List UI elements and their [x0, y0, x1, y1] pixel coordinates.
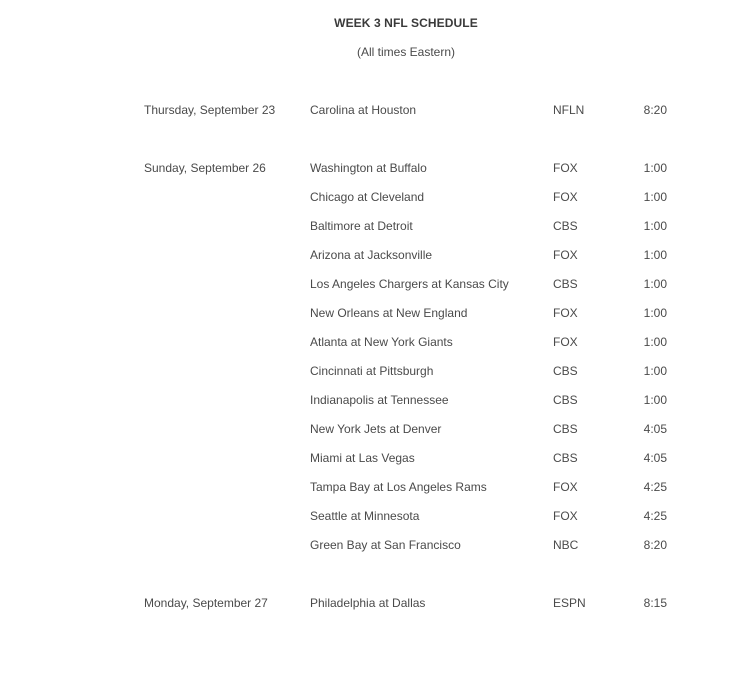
game-time: 4:25 [643, 509, 667, 523]
game-time: 8:20 [643, 103, 667, 117]
game-row [144, 386, 684, 415]
timezone-note: (All times Eastern) [356, 45, 456, 59]
game-network: FOX [553, 335, 578, 349]
game-time: 1:00 [643, 219, 667, 233]
game-time: 8:20 [643, 538, 667, 552]
game-matchup: Atlanta at New York Giants [310, 335, 453, 349]
game-row [144, 357, 684, 386]
game-matchup: Miami at Las Vegas [310, 451, 415, 465]
game-row [144, 444, 684, 473]
game-network: CBS [553, 393, 578, 407]
game-time: 1:00 [643, 161, 667, 175]
game-network: FOX [553, 480, 578, 494]
game-time: 4:05 [643, 422, 667, 436]
day-block [144, 589, 684, 618]
game-network: FOX [553, 248, 578, 262]
schedule-table [144, 96, 684, 647]
game-time: 4:05 [643, 451, 667, 465]
game-network: NBC [553, 538, 579, 552]
game-matchup: Washington at Buffalo [310, 161, 427, 175]
game-row [144, 154, 684, 183]
game-matchup: New Orleans at New England [310, 306, 468, 320]
game-time: 1:00 [643, 335, 667, 349]
day-block [144, 96, 684, 125]
game-network: FOX [553, 190, 578, 204]
game-matchup: Indianapolis at Tennessee [310, 393, 449, 407]
game-matchup: Baltimore at Detroit [310, 219, 413, 233]
game-matchup: Chicago at Cleveland [310, 190, 425, 204]
game-network: FOX [553, 509, 578, 523]
game-matchup: Philadelphia at Dallas [310, 596, 426, 610]
game-row [144, 589, 684, 618]
game-matchup: Arizona at Jacksonville [310, 248, 433, 262]
game-row [144, 473, 684, 502]
game-row [144, 270, 684, 299]
game-time: 1:00 [643, 190, 667, 204]
game-matchup: Cincinnati at Pittsburgh [310, 364, 434, 378]
game-network: CBS [553, 451, 578, 465]
game-network: CBS [553, 422, 578, 436]
game-matchup: Tampa Bay at Los Angeles Rams [310, 480, 487, 494]
game-network: NFLN [553, 103, 585, 117]
game-date: Sunday, September 26 [144, 161, 266, 175]
game-network: CBS [553, 364, 578, 378]
game-matchup: Seattle at Minnesota [310, 509, 420, 523]
game-network: FOX [553, 306, 578, 320]
game-time: 8:15 [643, 596, 667, 610]
game-row [144, 241, 684, 270]
page-title: WEEK 3 NFL SCHEDULE [334, 16, 478, 30]
game-time: 1:00 [643, 248, 667, 262]
game-time: 1:00 [643, 393, 667, 407]
game-row [144, 183, 684, 212]
game-time: 1:00 [643, 306, 667, 320]
game-row [144, 415, 684, 444]
game-matchup: Los Angeles Chargers at Kansas City [310, 277, 509, 291]
game-network: ESPN [553, 596, 586, 610]
game-row [144, 328, 684, 357]
game-time: 1:00 [643, 277, 667, 291]
game-date: Thursday, September 23 [144, 103, 276, 117]
game-row [144, 96, 684, 125]
game-row [144, 531, 684, 560]
day-block [144, 154, 684, 560]
game-date: Monday, September 27 [144, 596, 268, 610]
game-matchup: New York Jets at Denver [310, 422, 442, 436]
game-network: FOX [553, 161, 578, 175]
game-row [144, 502, 684, 531]
game-time: 1:00 [643, 364, 667, 378]
game-matchup: Carolina at Houston [310, 103, 417, 117]
game-row [144, 299, 684, 328]
game-matchup: Green Bay at San Francisco [310, 538, 461, 552]
game-time: 4:25 [643, 480, 667, 494]
game-network: CBS [553, 277, 578, 291]
game-row [144, 212, 684, 241]
game-network: CBS [553, 219, 578, 233]
